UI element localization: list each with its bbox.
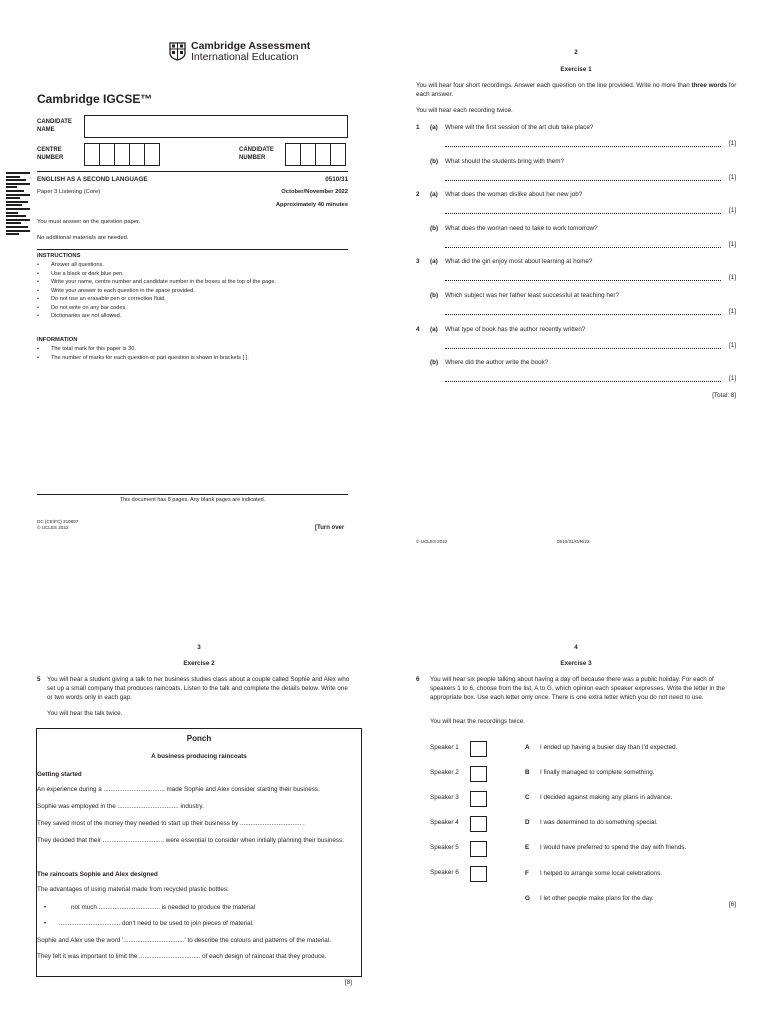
question-part: (a) <box>430 124 438 131</box>
gap-line-2[interactable]: Sophie was employed in the ................................... industry. <box>37 803 204 810</box>
list-item: • Answer all questions. <box>37 261 348 270</box>
exercise-heading: Exercise 1 <box>560 66 592 73</box>
logo-line-1: Cambridge Assessment <box>191 40 311 52</box>
centre-number-label: CENTRE NUMBER <box>37 147 64 161</box>
box-subtitle: A business producing raincoats <box>151 753 247 760</box>
question-text: What type of book has the author recently written? <box>445 325 586 333</box>
bullet-icon: • <box>44 920 47 927</box>
list-item: • The total mark for this paper is 30. <box>37 345 348 354</box>
footer-divider <box>37 494 348 495</box>
option-letter: C <box>525 794 530 802</box>
speaker-label: Speaker 2 <box>430 769 459 776</box>
answer-line[interactable] <box>445 146 721 147</box>
copyright: © UCLES 2022 <box>416 539 448 544</box>
option-letter: D <box>525 819 530 827</box>
exercise-intro: You will hear six people talking about having a day off because there was a public holiday. For each of speakers 1 to 6, choose from the list, A to G, which opinion each speaker expresses. Write the letter in the appropriate box. Use each letter only once. There is one extra letter which you do not need to use. <box>430 676 725 701</box>
question-part: (a) <box>430 191 438 199</box>
divider <box>37 249 348 250</box>
total-marks: [Total: 8] <box>712 392 736 399</box>
mark-label: [1] <box>728 207 736 215</box>
question-text: What does the woman dislike about her new job? <box>445 191 583 199</box>
answer-line[interactable] <box>445 213 721 214</box>
candidate-name-field[interactable] <box>84 115 348 138</box>
divider <box>37 171 348 172</box>
option-letter: E <box>525 844 530 852</box>
question-part: (a) <box>430 325 438 333</box>
exercise-heading: Exercise 3 <box>560 660 592 667</box>
option-text: I helped to arrange some local celebrations. <box>540 869 663 877</box>
question-text: What did the girl enjoy most about learning at home? <box>445 258 593 266</box>
page-title: Cambridge IGCSE™ <box>37 92 153 106</box>
cambridge-shield-icon <box>169 42 186 61</box>
hear-twice-note: You will hear the recordings twice. <box>430 718 525 725</box>
centre-number-field[interactable] <box>84 143 159 166</box>
list-item: • Write your name, centre number and candidate number in the boxes at the top of the page. <box>37 278 348 287</box>
gap-bullet-1[interactable]: not much ................................... is needed to produce the material <box>71 904 256 911</box>
question-number: 6 <box>416 676 420 683</box>
session: October/November 2022 <box>281 189 348 195</box>
answer-box[interactable] <box>470 841 487 857</box>
page-count-note: This document has 8 pages. Any blank pages are indicated. <box>119 497 266 503</box>
question-text: Where will the first session of the art club take place? <box>445 124 594 131</box>
option-text: I would have preferred to spend the day with friends. <box>540 844 687 852</box>
intro-text: for each answer. <box>416 82 737 98</box>
duration: Approximately 40 minutes <box>275 202 348 208</box>
advantages-intro: The advantages of using material made from recycled plastic bottles: <box>37 886 229 893</box>
question-part: (b) <box>430 224 439 232</box>
page-number: 4 <box>574 644 578 651</box>
information-list <box>37 345 348 362</box>
marks: [8] <box>344 979 352 986</box>
hear-twice-note: You will hear the talk twice. <box>47 710 123 717</box>
answer-line[interactable] <box>445 381 721 382</box>
gap-line-3[interactable]: They saved most of the money they needed to start up their business by ................................... . <box>37 820 305 827</box>
exercise-intro: You will hear a student giving a talk to her business studies class about a couple called Sophie and Alex who set up a small company that produces raincoats. Listen to the talk and complete the details below. Write one or two words only in each gap. <box>47 676 350 701</box>
option-text: I finally managed to complete something. <box>540 769 655 777</box>
question-part: (b) <box>430 157 439 165</box>
gap-bullet-2[interactable]: ................................... don't need to be used to join pieces of material. <box>59 920 254 927</box>
gap-line-5[interactable]: Sophie and Alex use the word '...................................' to describe the colours and patterns of the material. <box>37 937 331 944</box>
question-number: 1 <box>416 124 420 131</box>
option-text: I ended up having a busier day than I'd expected. <box>540 744 678 751</box>
mark-label: [1] <box>728 240 736 248</box>
list-item: • Do not use an erasable pen or correction fluid. <box>37 295 348 304</box>
question-part: (b) <box>430 292 439 299</box>
candidate-number-field[interactable] <box>285 143 345 166</box>
paper-code: 0510/31 <box>325 176 348 183</box>
answer-box[interactable] <box>470 816 487 832</box>
answer-line[interactable] <box>445 348 721 349</box>
list-item: • Dictionaries are not allowed. <box>37 312 348 321</box>
intro-text: You will hear four short recordings. Answer each question on the line provided. Write no more than <box>416 82 692 89</box>
mark-label: [1] <box>728 274 736 282</box>
question-part: (b) <box>430 359 439 367</box>
marks: [6] <box>728 901 736 908</box>
gap-line-6[interactable]: They felt it was important to limit the ................................... of each design of raincoat that they produce. <box>37 953 327 960</box>
option-letter: F <box>525 869 529 877</box>
information-heading: INFORMATION <box>37 337 78 343</box>
section-heading: Getting started <box>37 771 82 778</box>
question-number: 3 <box>416 258 420 266</box>
question-number: 5 <box>37 676 41 683</box>
page-number: 3 <box>197 644 201 651</box>
speaker-label: Speaker 4 <box>430 819 459 826</box>
mark-label: [1] <box>728 140 736 147</box>
footer-code <box>37 519 78 530</box>
question-text: Which subject was her father least successful at teaching her? <box>445 292 619 299</box>
list-item: • Do not write on any bar codes. <box>37 304 348 313</box>
answer-box[interactable] <box>470 741 487 757</box>
option-letter: B <box>525 769 530 777</box>
note-answer-on-paper: You must answer on the question paper. <box>37 219 141 225</box>
copyright: © UCLES 2022 <box>37 524 69 530</box>
speaker-label: Speaker 3 <box>430 794 459 801</box>
turn-over-label: [Turn over <box>315 525 345 531</box>
instructions-heading: INSTRUCTIONS <box>37 253 81 259</box>
speaker-label: Speaker 6 <box>430 869 459 876</box>
answer-line[interactable] <box>445 180 721 181</box>
intro-emphasis: three words <box>691 82 728 89</box>
option-text: I decided against making any plans in advance. <box>540 794 673 802</box>
candidate-name-label: CANDIDATE NAME <box>37 119 72 133</box>
note-completion-box <box>36 728 362 977</box>
gap-line-1[interactable]: An experience during a ................................... made Sophie and Alex consider starting their business. <box>37 786 320 793</box>
question-text: Where did the author write the book? <box>445 359 549 367</box>
answer-line[interactable] <box>445 280 721 281</box>
mark-label: [1] <box>728 375 736 383</box>
logo-text <box>191 41 310 63</box>
paper-reference: 0510/31/O/N/22 <box>557 539 590 544</box>
exercise-heading: Exercise 2 <box>183 660 215 667</box>
paper-name: Paper 3 Listening (Core) <box>37 189 101 195</box>
bullet-icon: • <box>44 904 47 911</box>
candidate-number-label: CANDIDATE NUMBER <box>239 147 274 161</box>
answer-box[interactable] <box>470 791 487 807</box>
option-text: I let other people make plans for the day. <box>540 894 654 902</box>
option-letter: G <box>525 894 530 902</box>
list-item: • Use a black or dark blue pen. <box>37 270 348 279</box>
answer-box[interactable] <box>470 866 487 882</box>
logo-line-2: International Education <box>191 51 299 64</box>
barcode <box>6 172 30 242</box>
section-heading: The raincoats Sophie and Alex designed <box>37 871 158 878</box>
answer-box[interactable] <box>470 766 487 782</box>
box-title: Ponch <box>186 734 212 743</box>
mark-label: [1] <box>728 173 736 181</box>
hear-twice-note: You will hear each recording twice. <box>416 107 513 114</box>
footer-code-line: DC (CE/FC) 310897 <box>37 519 79 524</box>
list-item: • The number of marks for each question or part question is shown in brackets [ ]. <box>37 354 348 363</box>
answer-line[interactable] <box>445 314 721 315</box>
exercise-intro <box>416 82 738 100</box>
gap-line-4[interactable]: They decided that their ................................... were essential to consider when initially planning their business. <box>37 837 344 844</box>
mark-label: [1] <box>728 308 736 315</box>
list-item: • Write your answer to each question in the space provided. <box>37 287 348 296</box>
option-text: I was determined to do something special. <box>540 819 658 827</box>
question-number: 4 <box>416 325 420 333</box>
question-part: (a) <box>430 258 438 266</box>
note-materials: No additional materials are needed. <box>37 235 129 241</box>
question-text: What should the students bring with them? <box>445 157 565 165</box>
option-letter: A <box>525 744 530 751</box>
page-number: 2 <box>574 49 578 56</box>
speaker-label: Speaker 1 <box>430 744 459 751</box>
instructions-list <box>37 261 348 321</box>
answer-line[interactable] <box>445 247 721 248</box>
mark-label: [1] <box>728 341 736 349</box>
subject-name: ENGLISH AS A SECOND LANGUAGE <box>37 176 148 183</box>
question-number: 2 <box>416 191 420 199</box>
question-text: What does the woman need to take to work tomorrow? <box>445 224 598 232</box>
speaker-label: Speaker 5 <box>430 844 459 851</box>
